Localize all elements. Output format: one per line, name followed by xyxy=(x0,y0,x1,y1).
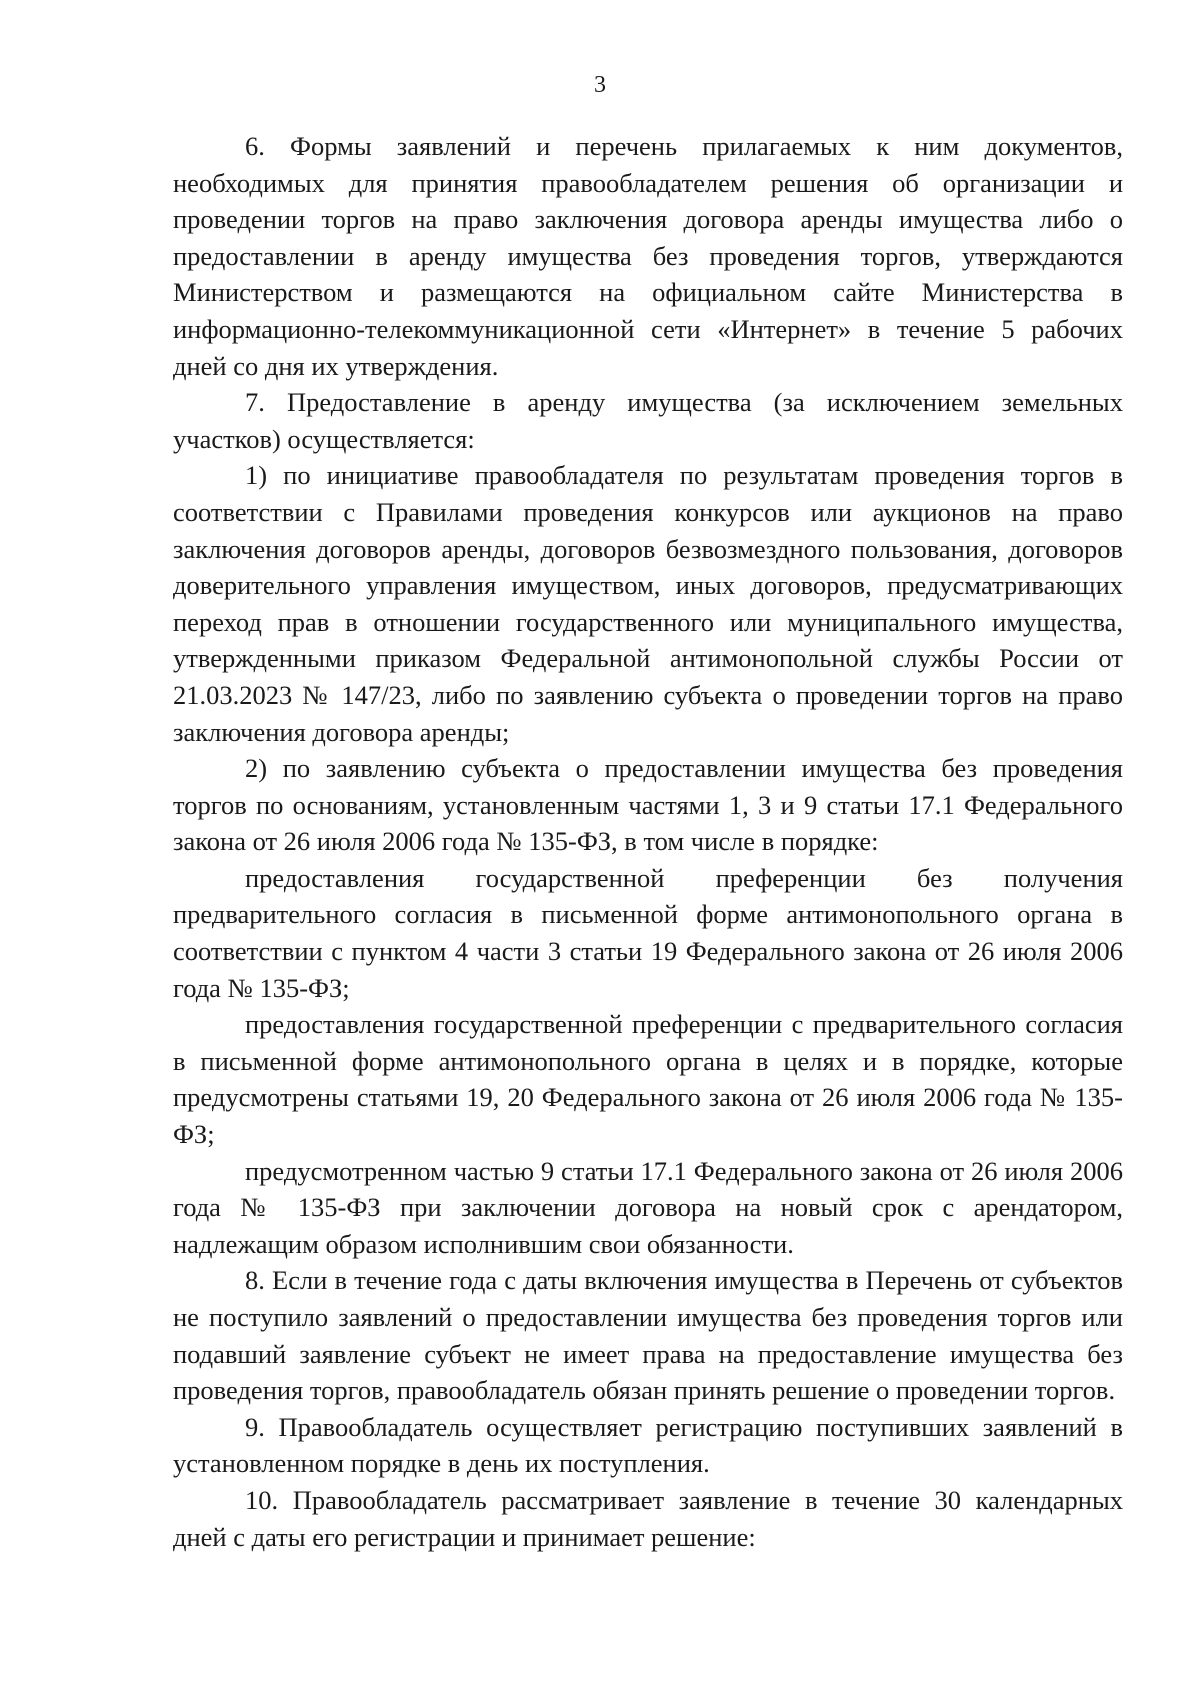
paragraph-10: 10. Правообладатель рассматривает заявление в течение 30 календарных дней с даты его регистрации и принимает решение: xyxy=(173,1484,1123,1552)
paragraph-7-item-2: 2) по заявлению субъекта о предоставлении имущества без проведения торгов по основаниям, установленным частями 1, 3 и 9 статьи 17.1 Федерального закона от 26 июля 2006 года № 135-ФЗ, в том числе в порядке: xyxy=(173,753,1123,857)
paragraph-7: 7. Предоставление в аренду имущества (за исключением земельных участков) осуществляется: xyxy=(173,387,1123,454)
paragraph-8: 8. Если в течение года с даты включения имущества в Перечень от субъектов не поступило заявлений о предоставлении имущества без проведения торгов или подавший заявление субъект не имеет права на предоставление имущества без проведения торгов, правообладатель обязан принять решение о проведении торгов. xyxy=(173,1265,1123,1406)
paragraph-6: 6. Формы заявлений и перечень прилагаемых к ним документов, необходимых для принятия правообладателем решения об организации и проведении торгов на право заключения договора аренды имущества либо о предоставлении в аренду имущества без проведения торгов, утверждаются Министерством и размещаются на официальном сайте Министерства в информационно-телекоммуникационной сети «Интернет» в течение 5 рабочих дней со дня их утверждения. xyxy=(173,131,1123,381)
page-number: 3 xyxy=(594,72,606,98)
paragraph-7-item-2-sub-b: предоставления государственной преференции с предварительного согласия в письменной форме антимонопольного органа в целях и в порядке, которые предусмотрены статьями 19, 20 Федерального закона от 26 июля 2006 года № 135-ФЗ; xyxy=(173,1009,1123,1150)
document-body xyxy=(173,128,1123,1555)
paragraph-9: 9. Правообладатель осуществляет регистрацию поступивших заявлений в установленном порядке в день их поступления. xyxy=(173,1411,1123,1479)
paragraph-7-item-1: 1) по инициативе правообладателя по результатам проведения торгов в соответствии с Правилами проведения конкурсов или аукционов на право заключения договоров аренды, договоров безвозмездного пользования, договоров доверительного управления имуществом, иных договоров, предусматривающих переход прав в отношении государственного или муниципального имущества, утвержденными приказом Федеральной антимонопольной службы России от 21.03.2023 № 147/23, либо по заявлению субъекта о проведении торгов на право заключения договора аренды; xyxy=(173,460,1123,747)
paragraph-7-item-2-sub-a: предоставления государственной преференции без получения предварительного согласия в письменной форме антимонопольного органа в соответствии с пунктом 4 части 3 статьи 19 Федерального закона от 26 июля 2006 года № 135-ФЗ; xyxy=(173,862,1123,1003)
paragraph-7-item-2-sub-c: предусмотренном частью 9 статьи 17.1 Федерального закона от 26 июля 2006 года № 135-ФЗ при заключении договора на новый срок с арендатором, надлежащим образом исполнившим свои обязанности. xyxy=(173,1155,1123,1259)
